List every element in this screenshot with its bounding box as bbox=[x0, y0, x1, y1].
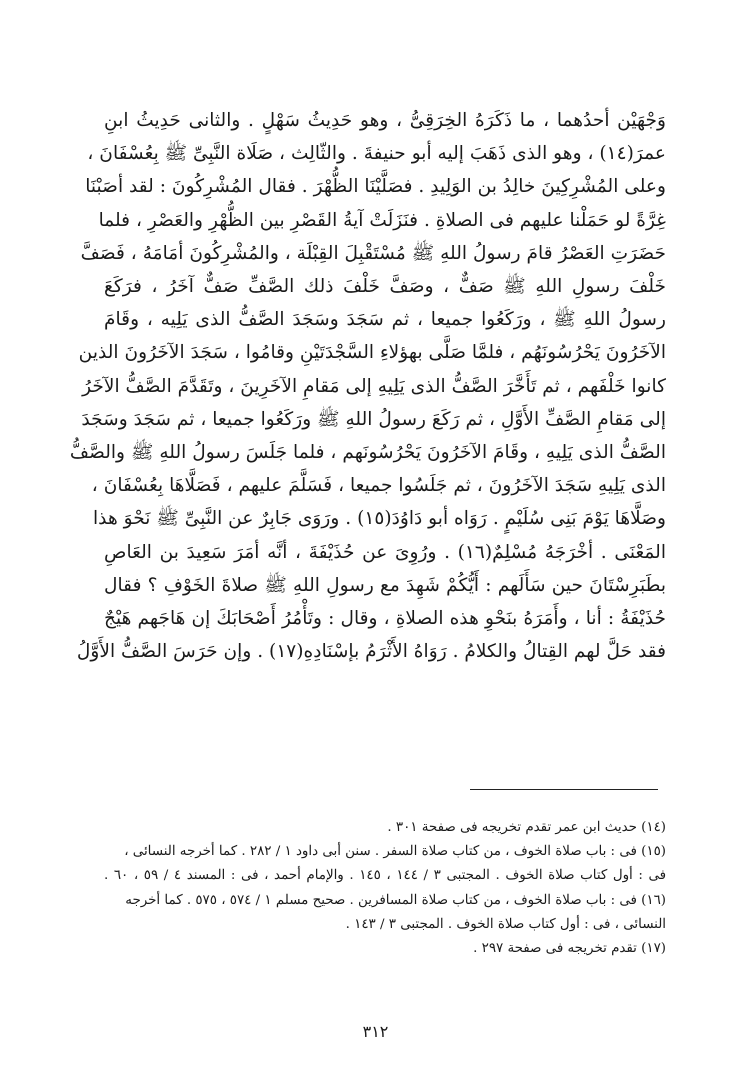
main-text bbox=[69, 104, 667, 668]
text-line: حُذَيْفَةُ : أنا ، وأَمَرَهُ بنَحْوِ هذه الصلاةِ ، وقال : وتَأْمُرُ أَصْحَابَكَ إن هَاجَهم هَيْجٌ bbox=[104, 608, 666, 630]
footnote-16: (١٦) فى : باب صلاة الخوف ، من كتاب صلاة المسافرين . صحيح مسلم ١ / ٥٧٤ ، ٥٧٥ . كما أخرجه bbox=[125, 892, 666, 908]
text-line: كانوا خَلْفَهم ، ثم تَأَخَّرَ الصَّفُّ الذى يَلِيهِ إلى مَقامِ الآخَرِينَ ، وتَقَدَّمَ الصَّفُّ الآخَرُ bbox=[82, 375, 666, 397]
footnote-17: (١٧) تقدم تخريجه فى صفحة ٢٩٧ . bbox=[473, 941, 666, 957]
footnote-15-continued: فى : أول كتاب صلاة الخوف . المجتبى ٣ / ١٤٤ ، ١٤٥ . والإمام أحمد ، فى : المسند ٤ / ٥٩ ، ٦٠ . bbox=[104, 868, 667, 884]
footnotes bbox=[104, 816, 666, 961]
text-line: عمرَ(١٤) ، وهو الذى ذَهَبَ إليه أبو حنيفةَ . والثّالِث ، صَلَاة النَّبِىِّ ﷺ بِعُسْفَانَ ، bbox=[87, 143, 666, 165]
text-line: وَجْهَيْن أحدُهما ، ما ذَكَرَهُ الخِرَقِىُّ ، وهو حَدِيثُ سَهْلٍ . والثانى حَدِيثُ ابنِ bbox=[104, 110, 666, 131]
text-line: إلى مَقامِ الصَّفِّ الأَوَّلِ ، ثم رَكَعَ رسولُ اللهِ ﷺ ورَكَعُوا جميعا ، ثم سَجَدَ وسَجَدَ bbox=[81, 408, 666, 430]
text-line: بطَبَرِسْتَانَ حين سَأَلَهم : أَيُّكُمْ شَهِدَ مع رسولِ اللهِ ﷺ صلاةَ الخَوْفِ ؟ فقال bbox=[104, 574, 666, 596]
text-line: المَعْنَى . أخْرَجَهُ مُسْلِمٌ(١٦) . ورُوِىَ عن حُذَيْفَةَ ، أنَّه أمَرَ سَعِيدَ بن العَاصِ bbox=[104, 541, 667, 563]
page-number: ٣١٢ bbox=[362, 1022, 389, 1041]
footnote-separator bbox=[470, 789, 658, 790]
footnote-15: (١٥) فى : باب صلاة الخوف ، من كتاب صلاة السفر . سنن أبى داود ١ / ٢٨٢ . كما أخرجه النسائى ، bbox=[124, 844, 666, 860]
text-line: فقد حَلَّ لهم القِتالُ والكلامُ . رَوَاهُ الأَثْرَمُ بإسْنَادِهِ(١٧) . وإن حَرَسَ الصَّفُّ الأَوَّلُ bbox=[76, 641, 666, 663]
text-line: غِرَّةً لو حَمَلْنا عليهم فى الصلاةِ . فنَزَلَتْ آيةُ القَصْرِ بين الظُّهْرِ والعَصْرِ ، فلما bbox=[98, 209, 666, 231]
text-line: وعلى المُشْرِكِينَ خالِدُ بن الوَلِيدِ . فصَلَّيْنَا الظُّهْرَ . فقال المُشْرِكُونَ : لقد أصَبْنَا bbox=[85, 176, 666, 198]
text-line: وصَلَّاهَا يَوْمَ بَنِى سُلَيْمٍ . رَوَاه أبو دَاوُدَ(١٥) . ورَوَى جَابِرٌ عن النَّبِىِّ ﷺ نَحْوَ هذا bbox=[93, 508, 666, 530]
text-line: الذى يَلِيهِ سَجَدَ الآخَرُونَ ، ثم جَلَسُوا جميعا ، فَسَلَّمَ عليهم ، فَصَلَّاهَا بِعُسْفَانَ ، bbox=[91, 475, 666, 497]
footnote-16-continued: النسائى ، فى : أول كتاب صلاة الخوف . المجتبى ٣ / ١٤٣ . bbox=[345, 916, 666, 932]
text-line: خَلْفَ رسولِ اللهِ ﷺ صَفٌّ ، وصَفَّ خَلْفَ ذلك الصَّفِّ صَفٌّ آخَرُ ، فرَكَعَ bbox=[104, 276, 666, 298]
footnote-14: (١٤) حديث ابن عمر تقدم تخريجه فى صفحة ٣٠١ . bbox=[387, 820, 666, 835]
text-line: الآخَرُونَ يَحْرُسُونَهُم ، فلمَّا صَلَّى بهؤلاءِ السَّجْدَتَيْنِ وقامُوا ، سَجَدَ الآخَرُونَ الذين bbox=[78, 342, 666, 364]
text-line: الصَّفُّ الذى يَلِيهِ ، وقَامَ الآخَرُونَ يَحْرُسُونَهم ، فلما جَلَسَ رسولُ اللهِ ﷺ والصَّفُّ bbox=[69, 442, 666, 464]
text-line: رسولُ اللهِ ﷺ ، ورَكَعُوا جميعا ، ثم سَجَدَ وسَجَدَ الصَّفُّ الذى يَلِيه ، وقَامَ bbox=[104, 309, 666, 331]
text-line: حَضَرَتِ العَصْرُ قامَ رسولُ اللهِ ﷺ مُسْتَقْبِلَ القِبْلَة ، والمُشْرِكُونَ أمَامَهُ ، فَصَفَّ bbox=[80, 242, 666, 264]
